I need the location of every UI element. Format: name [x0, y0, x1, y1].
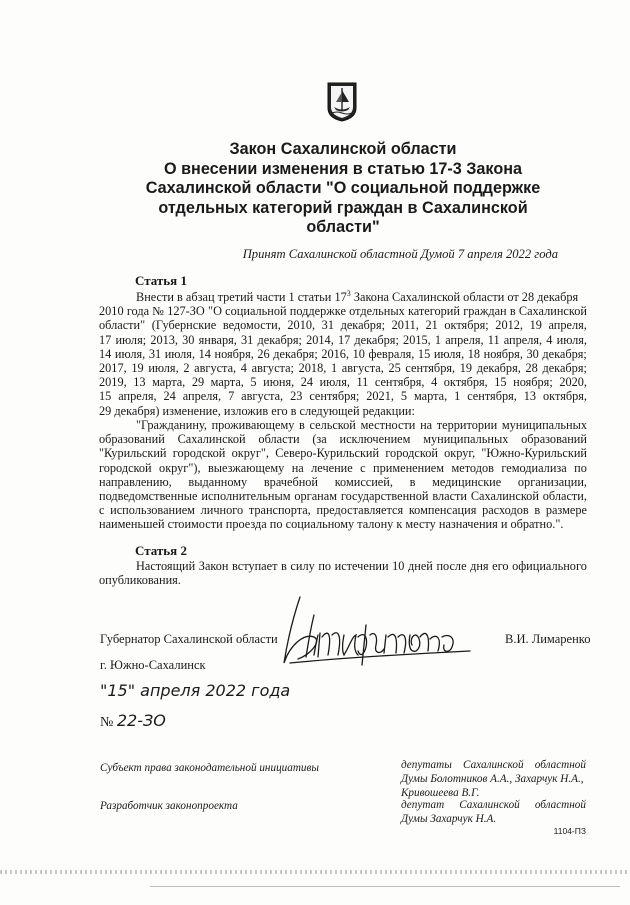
word: 19	[459, 360, 473, 375]
word: 4	[546, 332, 553, 347]
title-line: области"	[306, 218, 380, 236]
text-line: опубликования.	[99, 573, 181, 588]
handwritten-date: "15" апреля 2022 года	[100, 681, 291, 700]
word: 30	[182, 332, 195, 347]
word: декабря,	[476, 360, 521, 375]
governor-title: Губернатор Сахалинской области	[100, 632, 278, 646]
word: областной	[534, 759, 586, 771]
document-code: 1104-ПЗ	[553, 826, 586, 836]
governor-name: В.И. Лимаренко	[505, 632, 591, 646]
text-line	[99, 475, 587, 489]
word: после	[436, 559, 467, 573]
word: на	[291, 460, 304, 475]
word: 25	[388, 360, 401, 375]
word: расходов	[482, 503, 529, 518]
article-1-heading: Статья 1	[135, 273, 187, 288]
word: территории	[436, 418, 498, 432]
title-line: Сахалинской области "О социальной поддержке	[145, 179, 541, 197]
article-1-text	[99, 290, 587, 418]
text-line	[99, 446, 587, 460]
word: сентября,	[467, 389, 517, 404]
word: 2	[183, 360, 190, 375]
word: апреля,	[118, 389, 157, 404]
word: 2013,	[150, 332, 178, 347]
word: декабря;	[257, 332, 302, 347]
word: области	[258, 432, 300, 447]
scan-edge-line	[150, 886, 620, 887]
word: февраля,	[368, 346, 415, 361]
word: 17	[337, 332, 351, 347]
word: подведомственные	[99, 488, 198, 503]
word: марта,	[210, 375, 244, 390]
word: 10	[392, 559, 405, 573]
word: 19	[131, 360, 144, 375]
word: апреля,	[445, 332, 484, 347]
word: его	[492, 559, 509, 573]
word: 31	[148, 346, 162, 361]
word: сельской	[309, 418, 356, 432]
text-line	[401, 798, 586, 812]
text-line	[99, 389, 587, 403]
text-line	[99, 418, 587, 432]
word: официального	[512, 559, 587, 573]
word: декабря;	[340, 318, 386, 333]
word: 10	[352, 346, 365, 361]
word: 11	[356, 375, 369, 390]
word: (за	[312, 432, 327, 447]
word: Сахалинской	[518, 304, 587, 319]
word: предоставляется	[316, 503, 404, 518]
word: транспорта,	[248, 503, 311, 518]
word: 2016,	[321, 346, 350, 361]
word: "О	[208, 304, 222, 319]
word: 14	[198, 346, 211, 361]
word: местности	[360, 418, 416, 432]
city: г. Южно-Сахалинск	[100, 658, 206, 672]
word: 1	[454, 389, 461, 404]
word: истечении	[334, 559, 389, 573]
word: Сахалинской	[463, 759, 524, 771]
text-line: Думы Болотников А.А., Захарчук Н.А.,	[401, 773, 584, 785]
word: 2017,	[99, 360, 127, 375]
word: исключением	[339, 432, 411, 447]
word: лечение	[311, 460, 353, 475]
text-fragment	[136, 290, 578, 304]
word: года	[126, 304, 150, 319]
word: городской	[99, 460, 152, 475]
word: 17	[99, 332, 112, 347]
word: апреля,	[503, 332, 543, 347]
text-line	[99, 559, 587, 573]
law-number	[100, 711, 166, 731]
word: в	[534, 503, 541, 518]
text-line	[99, 333, 587, 347]
word: по	[318, 559, 332, 573]
text-line	[99, 347, 587, 361]
handwritten-signature	[270, 585, 485, 675]
word: августа,	[194, 360, 237, 375]
text-line	[99, 489, 587, 503]
word: "Курильский	[99, 446, 167, 461]
word: размере	[545, 503, 587, 518]
article-2-heading: Статья 2	[135, 543, 187, 558]
word: медицинские	[432, 474, 502, 489]
word: 15	[417, 346, 431, 361]
word: применением	[373, 460, 445, 475]
text-line	[99, 304, 587, 318]
coat-of-arms-icon	[327, 82, 357, 122]
word: июля,	[148, 360, 179, 375]
text-span: Закона Сахалинской области от 28 декабря	[350, 290, 579, 304]
initiative-subject-value	[401, 758, 586, 800]
word: апреля,	[548, 318, 587, 333]
word: Северо-Курильский	[275, 446, 380, 461]
word: по	[574, 460, 587, 475]
word: депутаты	[401, 759, 452, 771]
word: 1	[434, 332, 442, 347]
word: в	[409, 474, 416, 489]
text-line	[99, 290, 587, 304]
word: направлению,	[99, 474, 172, 489]
word: июля,	[319, 375, 350, 390]
word: марта,	[413, 389, 448, 404]
word: социальной	[225, 304, 287, 319]
word: Сахалинской	[459, 799, 520, 811]
word: 2014,	[306, 332, 334, 347]
word: 13	[133, 375, 146, 390]
word: муниципальных	[423, 432, 509, 447]
word: декабря;	[354, 332, 399, 347]
word: 24	[300, 375, 314, 390]
word: 2012,	[495, 318, 523, 333]
word: областной	[534, 799, 586, 811]
word: 4	[240, 360, 247, 375]
word: области,	[542, 488, 587, 503]
word: августа;	[251, 360, 294, 375]
word: 2019,	[99, 375, 127, 390]
word: июля,	[164, 346, 196, 361]
word: 11	[487, 332, 500, 347]
word: 24	[163, 389, 176, 404]
word: 29	[191, 375, 205, 390]
word: муниципальных	[501, 418, 587, 432]
word: 127-ЗО	[167, 304, 205, 319]
word: поддержке	[289, 304, 346, 319]
word: 19	[529, 318, 542, 333]
word: марта,	[152, 375, 186, 390]
scan-edge-divider	[0, 870, 630, 874]
word: 13	[523, 389, 537, 404]
word: округ"),	[159, 460, 201, 475]
word: образований	[99, 432, 165, 447]
word: 26	[257, 346, 270, 361]
word: 15	[494, 375, 507, 390]
word: с	[360, 460, 366, 475]
word: области"	[99, 318, 146, 333]
word: на	[420, 418, 433, 432]
law-number-value: 22-ЗО	[116, 711, 166, 730]
word: врачебной	[263, 474, 319, 489]
word: 14	[99, 346, 112, 361]
word: июля,	[556, 332, 587, 347]
word: "Южно-Курильский	[481, 446, 587, 461]
text-line	[99, 461, 587, 475]
word: октября;	[444, 318, 489, 333]
word: (Губернские	[151, 318, 217, 333]
amendment-quote	[99, 418, 587, 532]
word: 2010	[99, 304, 124, 319]
text-line	[99, 503, 587, 517]
word: 2010,	[287, 318, 316, 333]
word: 31	[321, 318, 334, 333]
word: 30	[526, 346, 539, 361]
word: 18	[467, 346, 481, 361]
word: образований	[521, 432, 587, 447]
word: 15	[99, 389, 112, 404]
word: 1	[330, 360, 338, 375]
word: Сахалинской	[470, 488, 539, 503]
word: комиссией,	[334, 474, 393, 489]
word: 2021,	[366, 389, 394, 404]
text-span: Внести в абзац третий части 1 статьи 17	[136, 290, 347, 304]
word: власти	[432, 488, 467, 503]
word: 31	[241, 332, 254, 347]
initiative-subject-label: Субъект права законодательной инициативы	[100, 762, 319, 774]
superscript: 3	[346, 289, 351, 298]
word: дня	[470, 559, 489, 573]
word: ноября,	[214, 346, 254, 361]
word: 5	[250, 375, 257, 390]
word: 2020,	[559, 375, 587, 390]
word: граждан	[463, 304, 507, 319]
word: исполнительным	[201, 488, 291, 503]
word: компенсация	[408, 503, 477, 518]
word: 28	[525, 360, 538, 375]
word: использованием	[110, 503, 195, 518]
number-sign: №	[100, 715, 114, 730]
word: декабря;	[542, 360, 587, 375]
word: апреля,	[182, 389, 222, 404]
word: №	[152, 304, 165, 319]
word: дней	[407, 559, 433, 573]
word: выданному	[188, 474, 248, 489]
text-line: 29 декабря) изменение, изложив его в следующей редакции:	[99, 403, 415, 418]
text-line	[99, 361, 587, 375]
word: с	[99, 503, 105, 518]
word: января,	[198, 332, 237, 347]
bill-developer-value	[401, 798, 586, 826]
word: сентября;	[309, 389, 360, 404]
text-line	[99, 375, 587, 389]
word: ноября;	[513, 375, 553, 390]
word: городской	[385, 446, 438, 461]
word: 5	[400, 389, 408, 404]
bill-developer-label: Разработчик законопроекта	[100, 800, 238, 812]
word: Настоящий	[136, 559, 196, 573]
word: методов	[451, 460, 494, 475]
word: вступает	[232, 559, 278, 573]
word: августа,	[241, 389, 284, 404]
word: Закон	[198, 559, 229, 573]
word: категорий	[408, 304, 460, 319]
word: в	[299, 418, 305, 432]
word: 2015,	[403, 332, 431, 347]
word: 21	[425, 318, 438, 333]
word: июня,	[263, 375, 295, 390]
word: 2011,	[391, 318, 419, 333]
word: 4	[431, 375, 438, 390]
word: Сахалинской	[177, 432, 246, 447]
word: депутат	[401, 799, 445, 811]
word: ноября,	[483, 346, 523, 361]
word: декабря;	[273, 346, 318, 361]
word: октября,	[543, 389, 587, 404]
word: округ",	[231, 446, 269, 461]
word: сентября,	[405, 360, 456, 375]
word: 2018,	[298, 360, 327, 375]
word: августа,	[341, 360, 384, 375]
title-line: отдельных категорий граждан в Сахалинской	[158, 198, 528, 217]
word: ведомости,	[222, 318, 281, 333]
word: декабря;	[542, 346, 587, 361]
word: июля,	[114, 346, 146, 361]
text-line	[401, 758, 586, 772]
word: государственной	[340, 488, 429, 503]
word: силу	[290, 559, 315, 573]
word: в	[509, 304, 516, 319]
word: отдельных	[349, 304, 405, 319]
article-2-text	[99, 559, 587, 587]
word: личного	[200, 503, 244, 518]
word: проживающему	[211, 418, 295, 432]
word: "Гражданину,	[136, 418, 207, 432]
word: сентября,	[374, 375, 425, 390]
text-line: Думы Захарчук Н.А.	[401, 813, 497, 825]
title-line: Закон Сахалинской области	[229, 140, 457, 158]
text-line	[99, 432, 587, 446]
word: июля;	[115, 332, 147, 347]
word: организации,	[517, 474, 587, 489]
adopted-note: Принят Сахалинской областной Думой 7 апреля 2022 года	[242, 247, 558, 261]
text-line: Кривошеева В.Г.	[401, 787, 480, 799]
title-line: О внесении изменения в статью 17-3 Закона	[164, 159, 522, 178]
word: 23	[290, 389, 303, 404]
text-line	[99, 318, 587, 332]
word: органам	[294, 488, 337, 503]
word: округ,	[444, 446, 476, 461]
word: выезжающему	[207, 460, 285, 475]
word: городской	[172, 446, 226, 461]
word: октября,	[443, 375, 488, 390]
word: июля,	[433, 346, 465, 361]
word: гемодиализа	[501, 460, 567, 475]
word: в	[281, 559, 287, 573]
word: 7	[228, 389, 235, 404]
text-line: наименьшей стоимости проезда по социальному талону к месту назначения и обратно.".	[99, 517, 564, 532]
law-title	[100, 140, 586, 238]
